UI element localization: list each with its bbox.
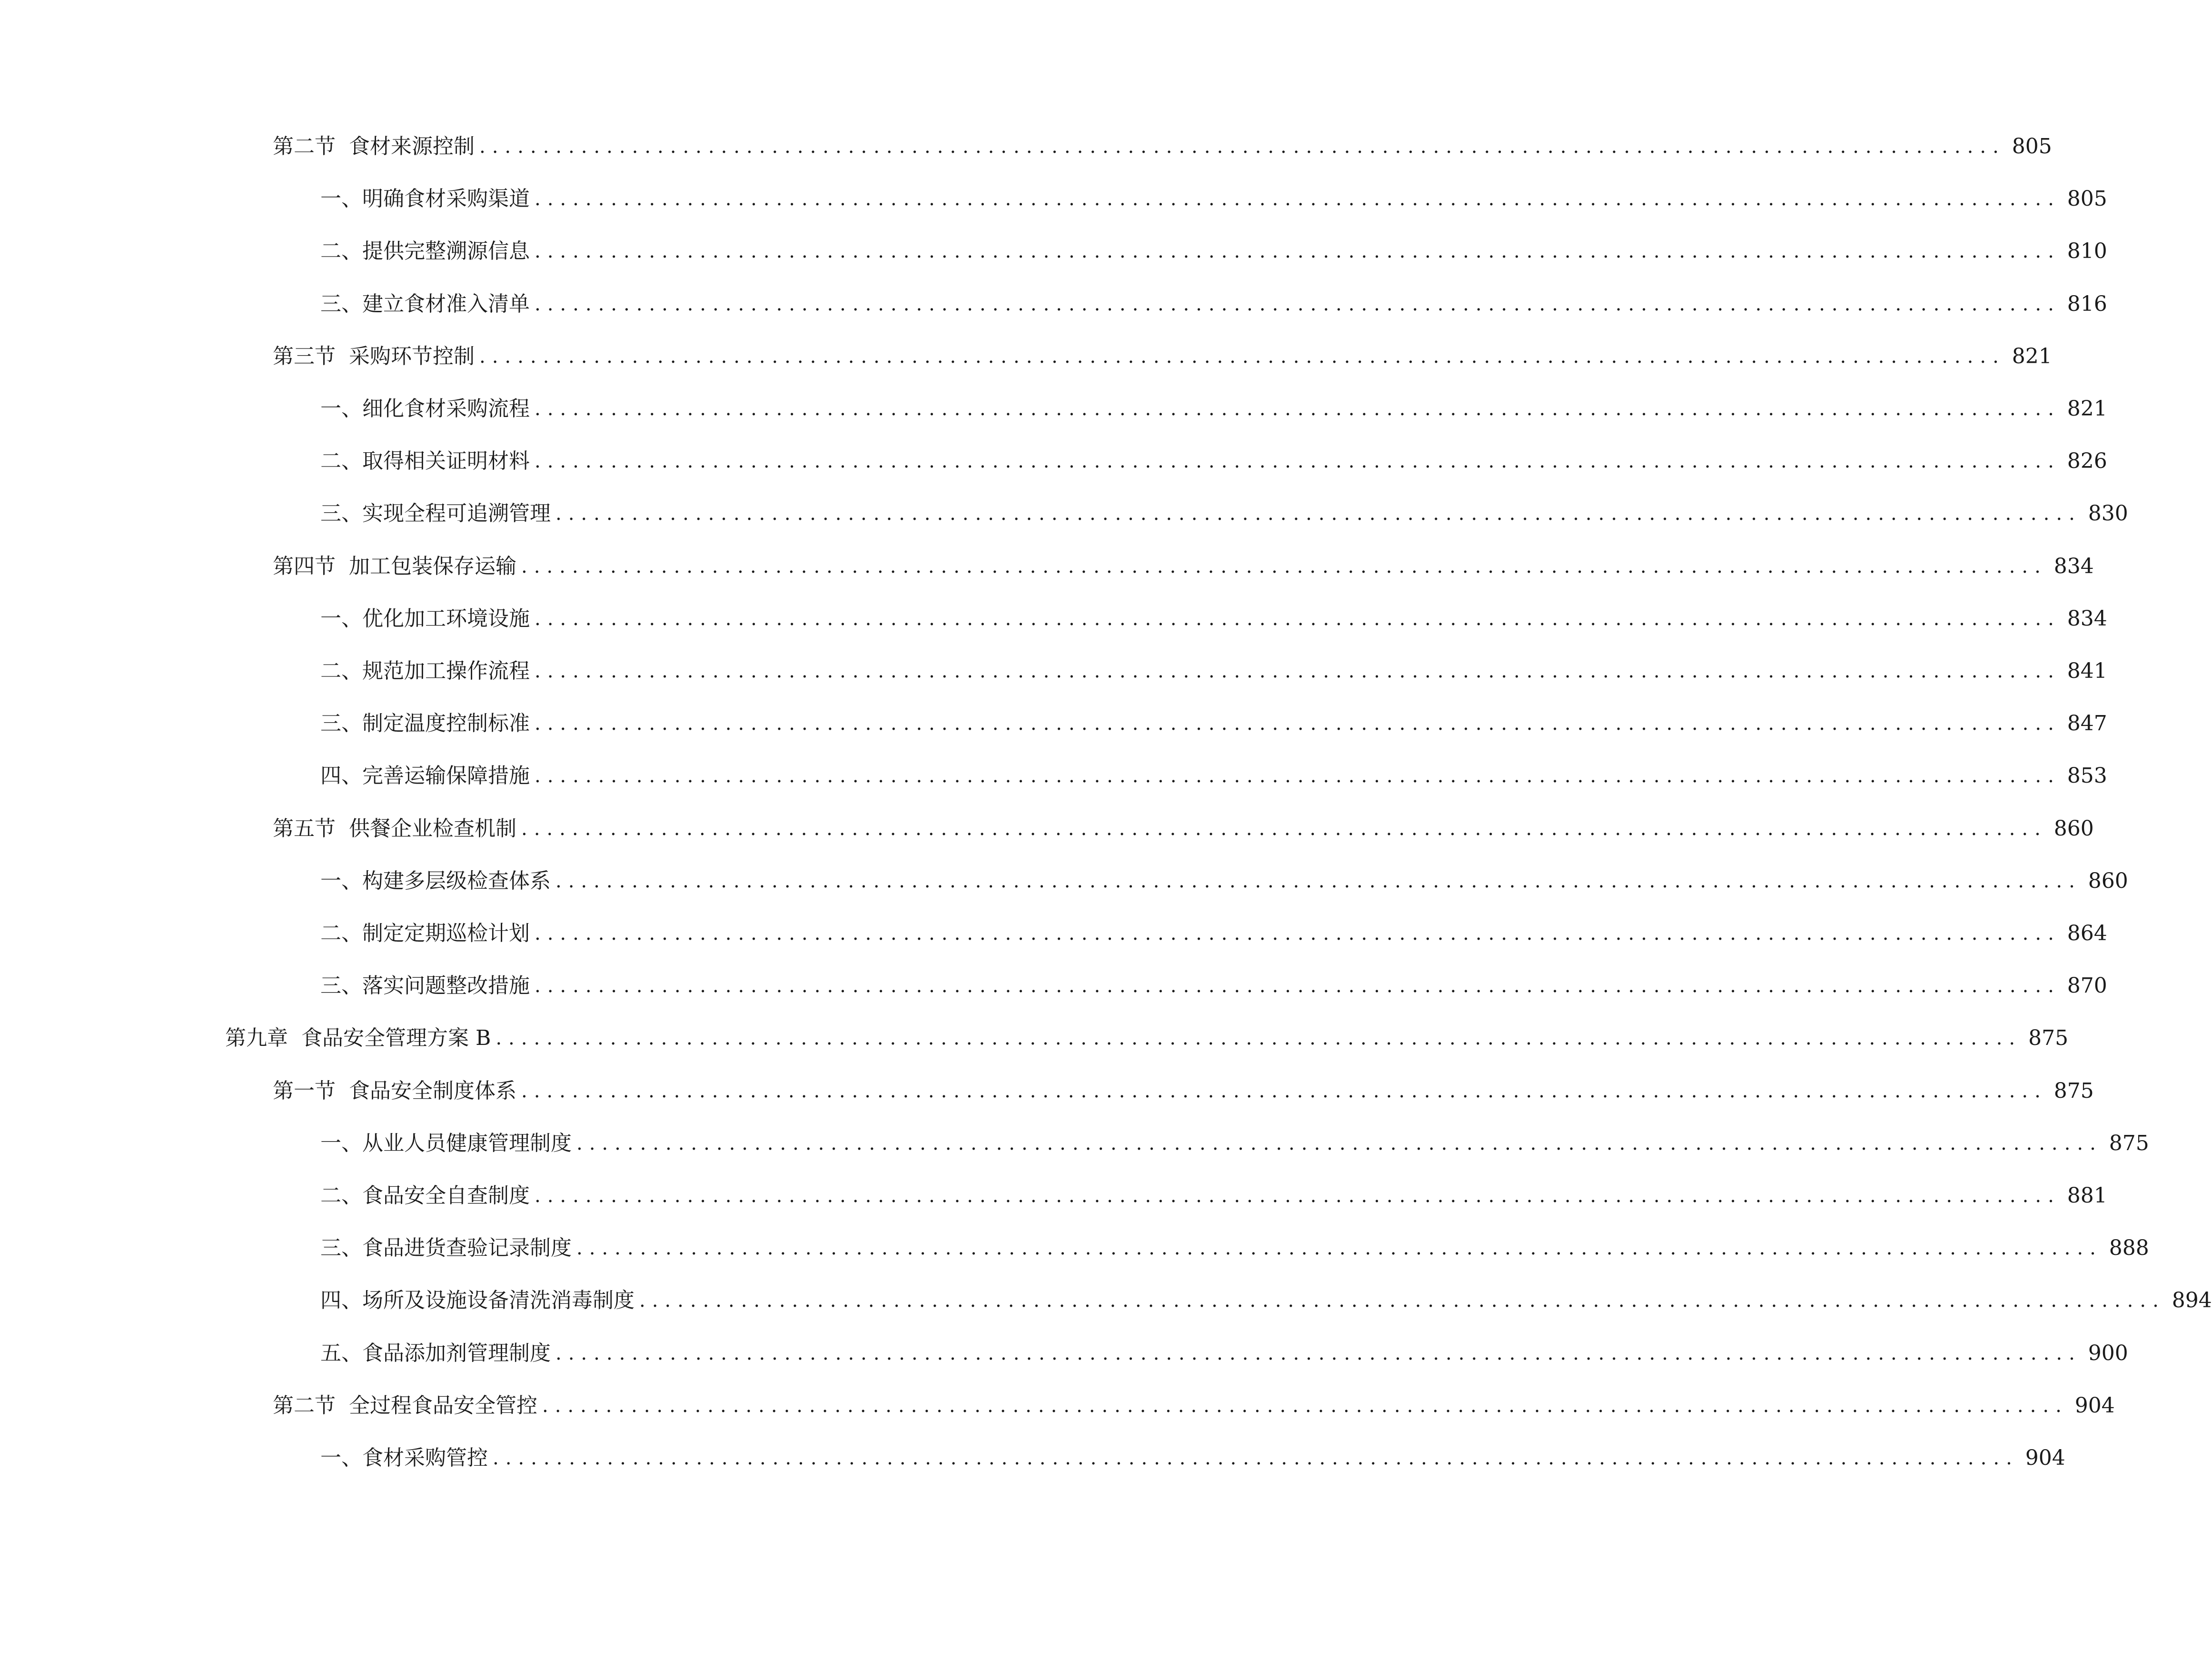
toc-entry-page: 875 <box>2028 1026 2069 1051</box>
toc-entry-title: 食品安全制度体系 <box>349 1078 516 1103</box>
toc-entry-page: 821 <box>2012 344 2052 368</box>
toc-entry-page: 875 <box>2053 1078 2094 1103</box>
toc-entry-title: 明确食材采购渠道 <box>362 187 530 211</box>
toc-entry-title: 建立食材准入清单 <box>362 291 530 316</box>
toc-entry[interactable] <box>320 442 2107 480</box>
dot-leader: ........................................................................................................................ <box>535 293 2061 315</box>
toc-entry-number: 第四节 <box>273 554 336 578</box>
toc-entry-number: 一、 <box>320 606 362 631</box>
toc-entry-title: 完善运输保障措施 <box>362 764 530 788</box>
dot-leader: ........................................................................................................................ <box>535 713 2061 735</box>
dot-leader: ........................................................................................................................ <box>521 817 2047 840</box>
dot-leader: ........................................................................................................................ <box>555 503 2082 525</box>
toc-entry[interactable] <box>320 757 2107 795</box>
dot-leader: ........................................................................................................................ <box>576 1237 2103 1260</box>
toc-entry-page: 805 <box>2067 187 2107 211</box>
toc-entry-title: 落实问题整改措施 <box>362 974 530 998</box>
toc-entry[interactable] <box>273 128 2052 166</box>
dot-leader: ........................................................................................................................ <box>542 1394 2068 1417</box>
dot-leader: ........................................................................................................................ <box>535 765 2061 787</box>
toc-entry-page: 894 <box>2172 1288 2212 1313</box>
toc-entry[interactable] <box>273 338 2052 376</box>
toc-entry-title: 提供完整溯源信息 <box>362 239 530 264</box>
toc-entry-number: 一、 <box>320 1446 362 1470</box>
toc-entry-title: 食品进货查验记录制度 <box>362 1236 572 1261</box>
toc-entry-title: 食材来源控制 <box>349 134 475 159</box>
dot-leader: ........................................................................................................................ <box>496 1027 2022 1050</box>
toc-entry[interactable] <box>320 600 2107 638</box>
toc-entry[interactable] <box>320 652 2107 690</box>
toc-entry[interactable] <box>273 547 2094 586</box>
toc-entry-page: 875 <box>2109 1131 2149 1155</box>
toc-entry-page: 870 <box>2067 974 2107 998</box>
toc-entry[interactable] <box>320 862 2128 900</box>
toc-entry-number: 第三节 <box>273 344 336 368</box>
toc-entry[interactable] <box>320 1439 2065 1477</box>
toc-entry-number: 四、 <box>320 764 362 788</box>
dot-leader: ........................................................................................................................ <box>535 660 2061 682</box>
toc-entry-page: 834 <box>2067 606 2107 631</box>
toc-entry-page: 864 <box>2067 921 2107 945</box>
toc-entry-page: 904 <box>2025 1446 2065 1470</box>
toc-entry-title: 食品添加剂管理制度 <box>362 1341 551 1365</box>
toc-entry-page: 830 <box>2088 501 2128 526</box>
toc-entry-number: 第九章 <box>225 1026 288 1051</box>
toc-entry-number: 三、 <box>320 711 362 736</box>
toc-entry-title: 加工包装保存运输 <box>349 554 516 578</box>
toc-entry-number: 一、 <box>320 187 362 211</box>
dot-leader: ........................................................................................................................ <box>535 398 2061 420</box>
dot-leader: ........................................................................................................................ <box>555 1342 2082 1364</box>
toc-entry-number: 一、 <box>320 868 362 893</box>
toc-entry-page: 834 <box>2053 554 2094 578</box>
toc-entry-page: 860 <box>2088 868 2128 893</box>
toc-entry-page: 881 <box>2067 1183 2107 1208</box>
toc-entry-page: 900 <box>2088 1341 2128 1365</box>
dot-leader: ........................................................................................................................ <box>535 607 2061 630</box>
toc-entry-title: 优化加工环境设施 <box>362 606 530 631</box>
toc-entry-page: 888 <box>2109 1236 2149 1261</box>
toc-entry-number: 五、 <box>320 1341 362 1365</box>
toc-entry-page: 904 <box>2074 1393 2115 1418</box>
toc-entry-title: 制定定期巡检计划 <box>362 921 530 945</box>
toc-entry[interactable] <box>320 967 2107 1005</box>
toc-entry-number: 二、 <box>320 449 362 474</box>
toc-entry-number: 三、 <box>320 501 362 526</box>
toc-entry[interactable] <box>320 705 2107 743</box>
toc-entry[interactable] <box>273 1387 2115 1425</box>
dot-leader: ........................................................................................................................ <box>535 450 2061 473</box>
dot-leader: ........................................................................................................................ <box>535 923 2061 944</box>
toc-entry-page: 853 <box>2067 764 2107 788</box>
toc-entry-title: 制定温度控制标准 <box>362 711 530 736</box>
toc-entry-title: 供餐企业检查机制 <box>349 816 516 841</box>
toc-entry-number: 三、 <box>320 974 362 998</box>
toc-entry-title: 食品安全自查制度 <box>362 1183 530 1208</box>
toc-entry[interactable] <box>320 495 2128 533</box>
toc-entry-title: 实现全程可追溯管理 <box>362 501 551 526</box>
toc-entry-number: 二、 <box>320 921 362 945</box>
toc-entry[interactable] <box>225 1019 2069 1057</box>
toc-entry-title: 规范加工操作流程 <box>362 659 530 683</box>
dot-leader: ........................................................................................................................ <box>535 240 2061 263</box>
toc-entry-page: 810 <box>2067 239 2107 264</box>
toc-entry-page: 805 <box>2012 134 2052 159</box>
toc-entry-title: 取得相关证明材料 <box>362 449 530 474</box>
toc-entry[interactable] <box>320 1334 2128 1372</box>
toc-entry-title: 细化食材采购流程 <box>362 397 530 421</box>
dot-leader: ........................................................................................................................ <box>521 555 2047 577</box>
toc-entry-number: 四、 <box>320 1288 362 1313</box>
dot-leader: ........................................................................................................................ <box>493 1447 2019 1469</box>
toc-entry-number: 二、 <box>320 659 362 683</box>
toc-entry-title: 场所及设施设备清洗消毒制度 <box>362 1288 635 1313</box>
toc-entry-number: 三、 <box>320 1236 362 1261</box>
toc-entry-title: 全过程食品安全管控 <box>349 1393 537 1418</box>
toc-entry-page: 821 <box>2067 397 2107 421</box>
toc-entry[interactable] <box>320 1177 2107 1215</box>
toc-entry-number: 第二节 <box>273 1393 336 1418</box>
toc-entry-number: 二、 <box>320 239 362 264</box>
toc-entry[interactable] <box>320 180 2107 218</box>
toc-entry-number: 第五节 <box>273 816 336 841</box>
toc-entry-page: 860 <box>2053 816 2094 841</box>
toc-entry-number: 第二节 <box>273 134 336 159</box>
toc-entry-number: 二、 <box>320 1183 362 1208</box>
toc-entry-title: 食品安全管理方案 B <box>301 1026 491 1051</box>
dot-leader: ........................................................................................................................ <box>479 136 2005 158</box>
toc-entry-page: 847 <box>2067 711 2107 736</box>
toc-entry[interactable] <box>320 232 2107 270</box>
toc-entry-title: 采购环节控制 <box>349 344 475 368</box>
toc-entry-page: 826 <box>2067 449 2107 474</box>
dot-leader: ........................................................................................................................ <box>576 1132 2103 1154</box>
toc-entry[interactable] <box>273 1072 2094 1110</box>
toc-entry-number: 第一节 <box>273 1078 336 1103</box>
toc-entry[interactable] <box>320 1229 2149 1267</box>
toc-entry-page: 816 <box>2067 291 2107 316</box>
toc-entry[interactable] <box>320 915 2107 953</box>
toc-entry-title: 从业人员健康管理制度 <box>362 1131 572 1155</box>
toc-entry[interactable] <box>320 1282 2212 1320</box>
toc-entry-number: 三、 <box>320 291 362 316</box>
toc-entry[interactable] <box>273 810 2094 848</box>
toc-entry-number: 一、 <box>320 1131 362 1155</box>
dot-leader: ........................................................................................................................ <box>639 1290 2165 1312</box>
dot-leader: ........................................................................................................................ <box>479 345 2005 368</box>
dot-leader: ........................................................................................................................ <box>535 1185 2061 1207</box>
toc-entry[interactable] <box>320 390 2107 428</box>
toc-entry[interactable] <box>320 1124 2149 1163</box>
toc-entry-page: 841 <box>2067 659 2107 683</box>
dot-leader: ........................................................................................................................ <box>521 1080 2047 1102</box>
dot-leader: ........................................................................................................................ <box>535 975 2061 997</box>
toc-entry-title: 食材采购管控 <box>362 1446 488 1470</box>
dot-leader: ........................................................................................................................ <box>535 188 2061 210</box>
toc-entry-title: 构建多层级检查体系 <box>362 868 551 893</box>
toc-entry-number: 一、 <box>320 397 362 421</box>
toc-entry[interactable] <box>320 285 2107 323</box>
dot-leader: ........................................................................................................................ <box>555 870 2082 892</box>
